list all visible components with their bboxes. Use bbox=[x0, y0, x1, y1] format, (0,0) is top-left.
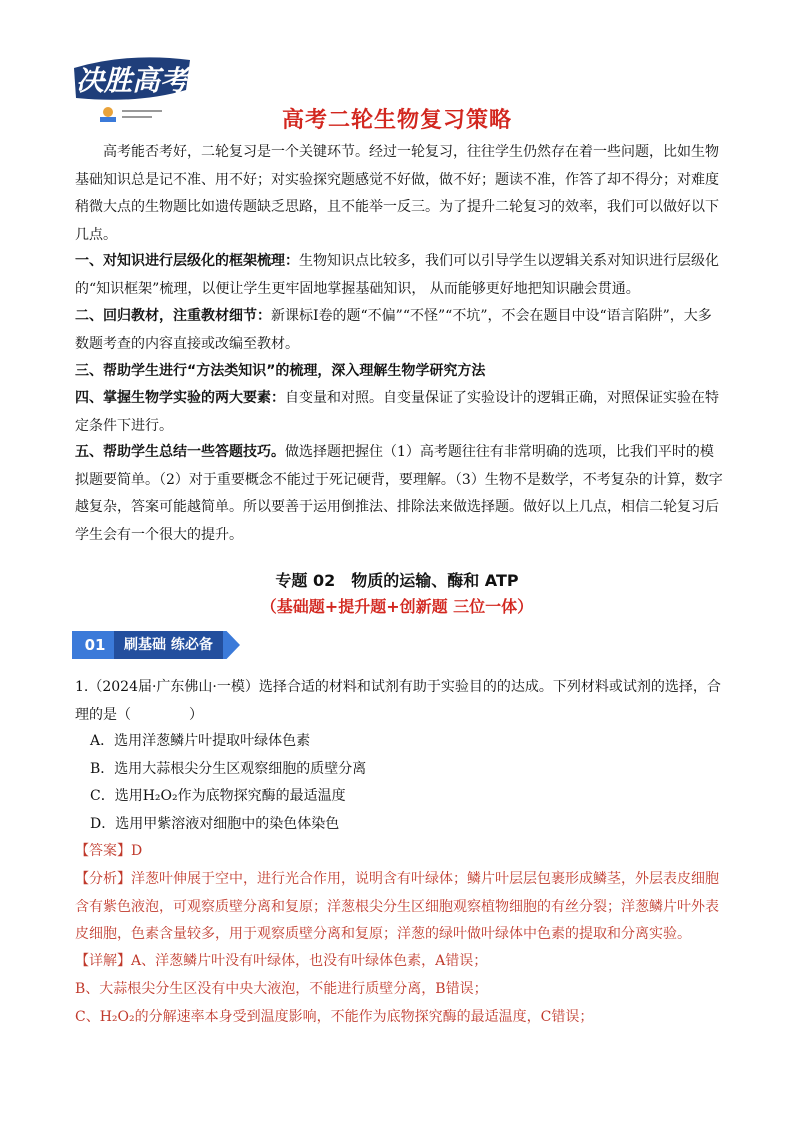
question-stem: 1.（2024届·广东佛山·一模）选择合适的材料和试剂有助于实验目的的达成。下列材料或试剂的选择，合理的是（ ） bbox=[75, 679, 721, 723]
point-5: 五、帮助学生总结一些答题技巧。做选择题把握住（1）高考题往往有非常明确的选项，比我们平时的模拟题要简单。（2）对于重要概念不能过于死记硬背，要理解。（3）生物不是数学，不考复杂的计算，数字越复杂，答案可能越简单。所以要善于运用倒推法、排除法来做选择题。做好以上几点，相信二轮复习后学生会有一个很大的提升。 bbox=[75, 444, 723, 543]
intro-paragraph: 高考能否考好，二轮复习是一个关键环节。经过一轮复习，往往学生仍然存在着一些问题，比如生物基础知识总是记不准、用不好；对实验探究题感觉不好做，做不好；题读不准，作答了却不得分；对难度稍微大点的生物题比如遗传题缺乏思路，且不能举一反三。为了提升二轮复习的效率，我们可以做好以下几点。 bbox=[75, 144, 719, 243]
point-2: 二、回归教材，注重教材细节：新课标Ⅰ卷的题“不偏”“不怪”“不坑”，不会在题目中设“语言陷阱”，大多数题考查的内容直接或改编至教材。 bbox=[75, 308, 712, 352]
section-number: 01 bbox=[84, 636, 106, 654]
option-d: D．选用甲紫溶液对细胞中的染色体染色 bbox=[90, 815, 340, 832]
topic-subtitle: （基础题+提升题+创新题 三位一体） bbox=[260, 597, 534, 616]
question-options bbox=[90, 728, 710, 838]
point-4: 四、掌握生物学实验的两大要素：自变量和对照。自变量保证了实验设计的逻辑正确，对照保证实验在特定条件下进行。 bbox=[75, 390, 719, 434]
answer-line: 【答案】D bbox=[75, 843, 143, 859]
topic-title: 专题 02 物质的运输、酶和 ATP bbox=[275, 571, 519, 590]
point-1: 一、对知识进行层级化的框架梳理：生物知识点比较多，我们可以引导学生以逻辑关系对知识进行层级化的“知识框架”梳理，以便让学生更牢固地掌握基础知识， 从而能够更好地把知识融会贯通。 bbox=[75, 253, 719, 297]
detail-line-a: 【详解】A、洋葱鳞片叶没有叶绿体，也没有叶绿体色素，A错误； bbox=[75, 953, 488, 969]
page-title: 高考二轮生物复习策略 bbox=[281, 108, 512, 133]
option-a: A．选用洋葱鳞片叶提取叶绿体色素 bbox=[90, 733, 311, 749]
option-c: C．选用H₂O₂作为底物探究酶的最适温度 bbox=[90, 788, 346, 804]
point-3: 三、帮助学生进行“方法类知识”的梳理，深入理解生物学研究方法 bbox=[75, 363, 486, 379]
detail-line-b: B、大蒜根尖分生区没有中央大液泡，不能进行质壁分离，B错误； bbox=[75, 981, 488, 997]
analysis-paragraph: 【分析】洋葱叶伸展于空中，进行光合作用，说明含有叶绿体；鳞片叶层层包裹形成鳞茎，外层表皮细胞含有紫色液泡，可观察质壁分离和复原；洋葱根尖分生区细胞观察植物细胞的有丝分裂；洋葱鳞片叶外表皮细胞，色素含量较多，用于观察质壁分离和复原；洋葱的绿叶做叶绿体中色素的提取和分离实验。 bbox=[75, 871, 719, 942]
logo-text: 决胜高考 bbox=[75, 64, 189, 97]
section-banner bbox=[72, 627, 252, 663]
detail-line-c: C、H₂O₂的分解速率本身受到温度影响，不能作为底物探究酶的最适温度，C错误； bbox=[75, 1009, 594, 1025]
section-label: 刷基础 练必备 bbox=[114, 631, 223, 659]
option-b: B．选用大蒜根尖分生区观察细胞的质壁分离 bbox=[90, 760, 367, 777]
